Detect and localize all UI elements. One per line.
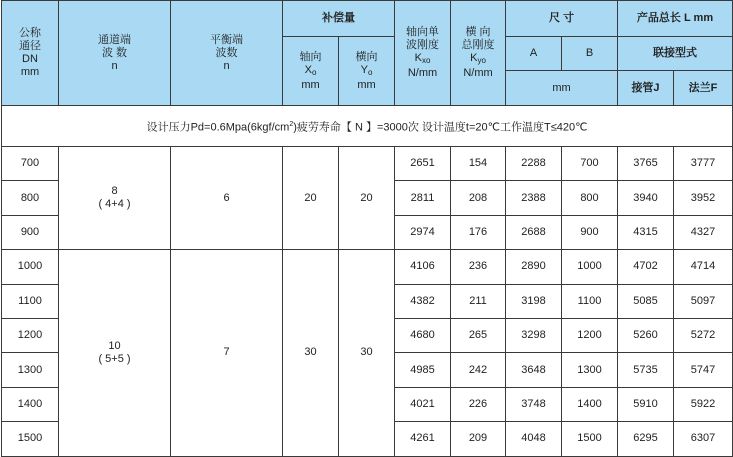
cell-a: 3298 [506,318,562,352]
header-b: B [562,37,618,71]
cell-kyo: 236 [451,250,506,284]
cell-kxo: 4021 [395,387,451,421]
header-text: K [414,52,422,64]
header-subscript: yo [477,56,486,65]
cell-f: 5747 [674,353,733,387]
cell-a: 3748 [506,387,562,421]
design-note [2,106,733,147]
header-subscript: o [311,67,317,77]
cell-kxo: 4106 [395,250,451,284]
header-size: 尺 寸 [506,1,618,37]
cell-channel-waves [59,250,171,456]
cell-j: 5735 [618,353,674,387]
cell-kyo: 242 [451,353,506,387]
header-text: K [470,52,478,64]
table-body [2,106,733,457]
cell-kyo: 211 [451,284,506,318]
spec-table [1,0,733,457]
header-text: 波刚度 [406,39,439,51]
header-text: n [223,59,230,72]
cell-j: 3940 [618,181,674,215]
cell-kxo: 4261 [395,422,451,456]
cell-balance-waves: 6 [171,147,283,250]
cell-dn: 1200 [2,318,59,352]
header-axial [283,37,339,106]
cell-kxo: 4985 [395,353,451,387]
header-connection-type: 联接型式 [618,37,733,71]
table-header [2,1,733,106]
cell-b: 1000 [562,250,618,284]
cell-kxo: 4680 [395,318,451,352]
cell-b: 1100 [562,284,618,318]
header-pipe: 接管J [618,71,674,106]
cell-dn: 1000 [2,250,59,284]
cell-a: 2288 [506,147,562,181]
cell-f: 5097 [674,284,733,318]
cell-f: 3952 [674,181,733,215]
note-superscript: 2 [289,120,294,128]
cell-axial: 30 [283,250,339,456]
cell-lateral: 20 [339,147,395,250]
header-axial-stiffness [395,1,451,106]
header-compensation: 补偿量 [283,1,395,37]
header-text: N/mm [463,67,493,79]
header-text: mm [20,66,40,78]
header-text: 横向 [355,50,378,63]
header-a: A [506,37,562,71]
channel-waves-count: 8 [111,185,118,198]
cell-f: 6307 [674,422,733,456]
cell-f: 3777 [674,147,733,181]
cell-f: 5272 [674,318,733,352]
header-text: mm [357,78,376,91]
cell-kxo: 4382 [395,284,451,318]
cell-a: 2388 [506,181,562,215]
cell-lateral: 30 [339,250,395,456]
cell-j: 4315 [618,215,674,249]
cell-b: 1400 [562,387,618,421]
header-lateral [339,37,395,106]
cell-kyo: 176 [451,215,506,249]
cell-j: 5910 [618,387,674,421]
cell-j: 6295 [618,422,674,456]
cell-j: 5260 [618,318,674,352]
cell-dn: 700 [2,147,59,181]
header-subscript: xo [421,56,431,65]
cell-j: 5085 [618,284,674,318]
cell-dn: 1300 [2,353,59,387]
cell-kxo: 2974 [395,215,451,249]
header-text: n [111,59,118,72]
channel-waves-count: 10 [108,339,121,352]
table-row [2,147,733,181]
cell-f: 4327 [674,215,733,249]
header-size-unit: mm [506,71,618,106]
header-total-length: 产品总长 L mm [618,1,733,37]
cell-balance-waves: 7 [171,250,283,456]
cell-kyo: 209 [451,422,506,456]
channel-waves-split: ( 4+4 ) [98,198,131,211]
table-row [2,250,733,284]
header-text: N/mm [407,67,438,79]
note-text: 设计压力Pd=0.6Mpa(6kgf/cm [146,121,290,134]
header-text: 轴向单 [406,26,439,38]
header-text: X [304,63,312,76]
header-text: mm [301,78,320,91]
header-text: DN [22,53,38,65]
cell-a: 2890 [506,250,562,284]
header-text: 波数 [215,46,238,59]
cell-b: 1300 [562,353,618,387]
cell-j: 4702 [618,250,674,284]
cell-kyo: 265 [451,318,506,352]
cell-b: 900 [562,215,618,249]
design-note-row [2,106,733,147]
cell-a: 4048 [506,422,562,456]
cell-dn: 1400 [2,387,59,421]
header-subscript: o [367,67,373,77]
cell-kxo: 2651 [395,147,451,181]
header-flange: 法兰F [674,71,733,106]
cell-kyo: 154 [451,147,506,181]
header-dn [2,1,59,106]
cell-a: 3648 [506,353,562,387]
cell-b: 800 [562,181,618,215]
cell-b: 1500 [562,422,618,456]
header-text: 总刚度 [461,39,495,51]
cell-dn: 1100 [2,284,59,318]
cell-kyo: 226 [451,387,506,421]
cell-a: 3198 [506,284,562,318]
cell-dn: 1500 [2,422,59,456]
channel-waves-split: ( 5+5 ) [98,352,131,365]
header-text: Y [360,63,368,76]
cell-b: 1200 [562,318,618,352]
cell-kyo: 208 [451,181,506,215]
cell-dn: 900 [2,215,59,249]
header-channel-waves [59,1,171,106]
cell-j: 3765 [618,147,674,181]
header-text: 横 向 [465,26,491,38]
cell-dn: 800 [2,181,59,215]
header-text: 公称 [19,27,41,39]
cell-b: 700 [562,147,618,181]
cell-kxo: 2811 [395,181,451,215]
header-text: 波 数 [101,46,128,59]
header-text: 轴向 [299,50,322,63]
header-lateral-stiffness [451,1,506,106]
cell-f: 5922 [674,387,733,421]
cell-channel-waves [59,147,171,250]
header-text: 平衡端 [210,33,243,46]
cell-a: 2688 [506,215,562,249]
cell-f: 4714 [674,250,733,284]
cell-axial: 20 [283,147,339,250]
note-text: )疲劳寿命【 N 】=3000次 设计温度t=20℃工作温度T≤420℃ [293,121,588,134]
header-balance-waves [171,1,283,106]
header-text: 通径 [19,40,41,52]
header-text: 通道端 [98,33,131,46]
